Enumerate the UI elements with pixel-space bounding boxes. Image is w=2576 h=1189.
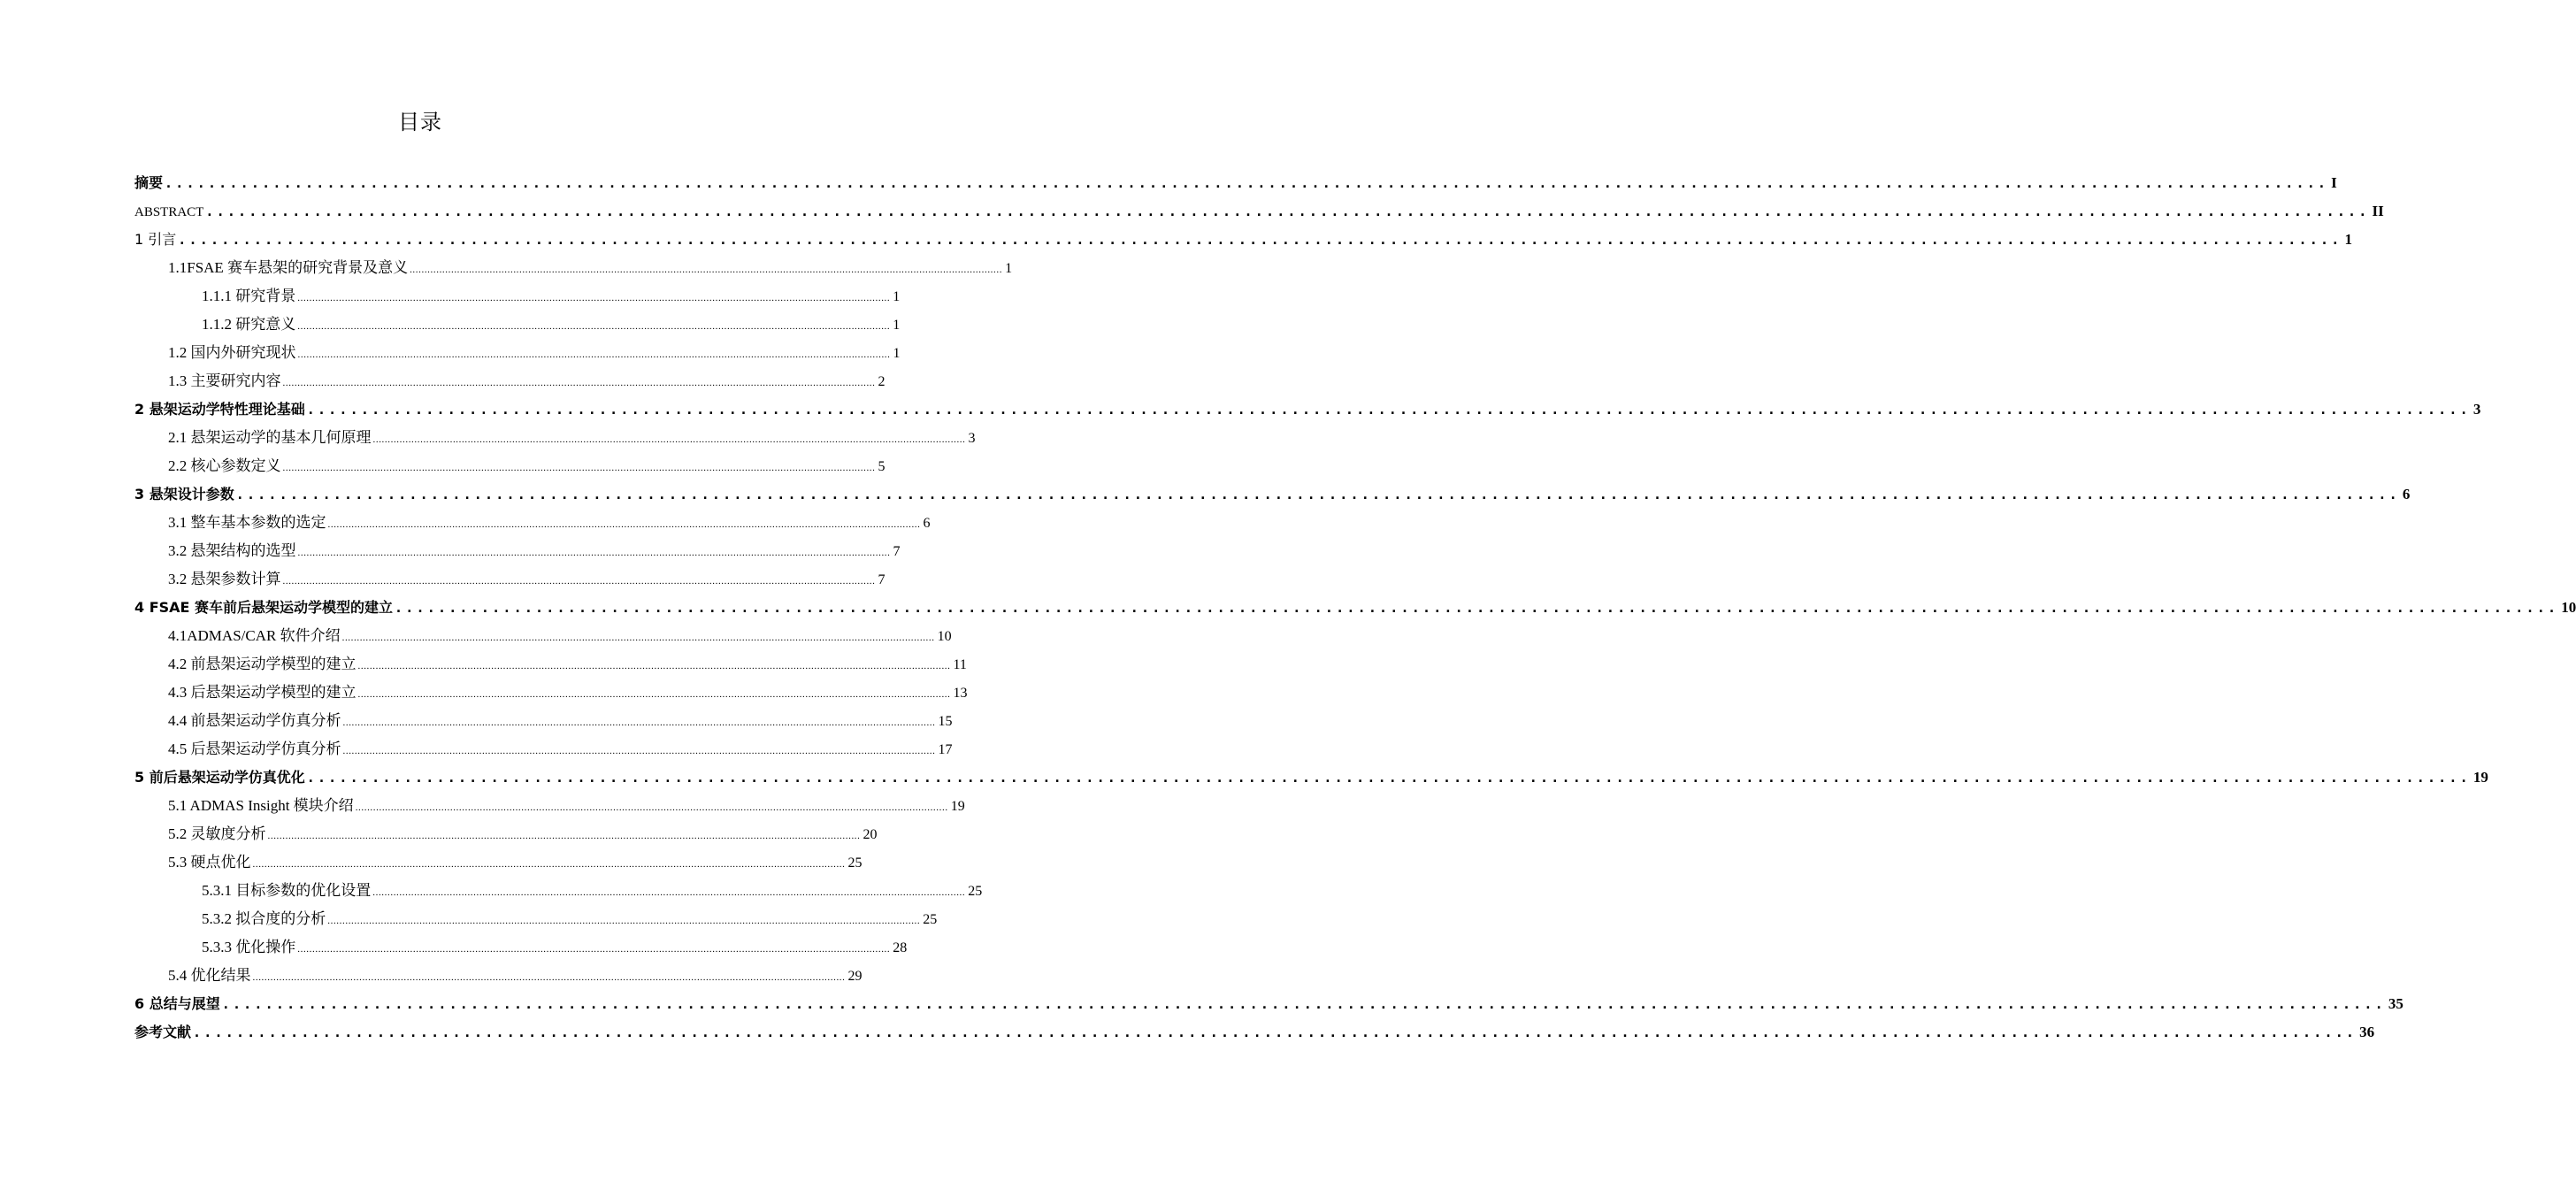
toc-entry[interactable] xyxy=(134,395,2481,424)
toc-entry-page: 25 xyxy=(847,855,862,871)
toc-entry-label: 5.3 硬点优化 xyxy=(168,854,251,871)
toc-entry[interactable] xyxy=(168,848,862,877)
toc-entry-label: 5.2 灵敏度分析 xyxy=(168,825,266,842)
dot-leader: ........................................................................................................................................................................................................ xyxy=(306,402,2471,418)
dot-leader: ........................................................................................................................................................................................................ xyxy=(355,802,948,813)
toc-entry-page: 7 xyxy=(893,544,901,559)
toc-entry-label: 4.4 前悬架运动学仿真分析 xyxy=(168,712,341,729)
toc-entry[interactable] xyxy=(134,226,2352,254)
dot-leader: ........................................................................................................................................................................................................ xyxy=(341,633,935,643)
toc-entry-label: 4.1ADMAS/CAR 软件介绍 xyxy=(168,627,341,644)
toc-entry-page: I xyxy=(2331,174,2337,191)
dot-leader: ........................................................................................................................................................................................................ xyxy=(297,321,891,332)
dot-leader: ........................................................................................................................................................................................................ xyxy=(342,746,936,756)
dot-leader: ........................................................................................................................................................................................................ xyxy=(357,661,951,671)
toc-entry-page: 19 xyxy=(950,799,965,814)
toc-entry[interactable] xyxy=(168,650,967,679)
toc-entry-label: 3.1 整车基本参数的选定 xyxy=(168,514,326,531)
toc-entry-label: 5.3.2 拟合度的分析 xyxy=(202,910,326,927)
toc-entry[interactable] xyxy=(134,990,2404,1018)
toc-entry-label: 5.3.1 目标参数的优化设置 xyxy=(202,882,372,899)
toc-entry[interactable] xyxy=(202,877,983,905)
toc-entry[interactable] xyxy=(134,594,2576,622)
toc-entry[interactable] xyxy=(168,565,886,594)
toc-entry-page: 17 xyxy=(938,742,953,757)
toc-entry-label: 参考文献 xyxy=(134,1024,192,1040)
toc-entry-label: 摘要 xyxy=(134,174,164,191)
toc-entry-label: ABSTRACT xyxy=(134,205,204,219)
dot-leader: ........................................................................................................................................................................................................ xyxy=(395,600,2559,616)
toc-entry[interactable] xyxy=(168,339,901,367)
toc-entry[interactable] xyxy=(202,311,901,339)
toc-entry-page: 13 xyxy=(953,686,968,701)
toc-entry[interactable] xyxy=(202,933,908,962)
dot-leader: ........................................................................................................................................................................................................ xyxy=(252,859,846,870)
toc-entry[interactable] xyxy=(202,282,901,311)
toc-entry-label: 2.1 悬架运动学的基本几何原理 xyxy=(168,429,372,446)
dot-leader: ........................................................................................................................................................................................................ xyxy=(252,972,846,983)
toc-entry-page: 10 xyxy=(937,629,952,644)
dot-leader: ........................................................................................................................................................................................................ xyxy=(267,831,861,841)
dot-leader: ........................................................................................................................................................................................................ xyxy=(205,203,2370,219)
toc-entry[interactable] xyxy=(168,254,1013,282)
dot-leader: ........................................................................................................................................................................................................ xyxy=(221,996,2386,1012)
toc-entry[interactable] xyxy=(168,537,901,565)
dot-leader: ........................................................................................................................................................................................................ xyxy=(297,293,891,303)
dot-leader: ........................................................................................................................................................................................................ xyxy=(297,349,891,360)
toc-entry-page: 1 xyxy=(893,346,901,361)
toc-entry[interactable] xyxy=(168,367,886,395)
dot-leader: ........................................................................................................................................................................................................ xyxy=(193,1024,2358,1040)
toc-entry-page: 28 xyxy=(893,940,908,955)
toc-entry-label: 1.2 国内外研究现状 xyxy=(168,344,296,361)
toc-entry-page: 1 xyxy=(893,289,901,304)
dot-leader: ........................................................................................................................................................................................................ xyxy=(178,232,2342,248)
page-title: 目录 xyxy=(398,110,442,134)
toc-entry-label: 6 总结与展望 xyxy=(134,995,220,1012)
toc-entry[interactable] xyxy=(134,1018,2375,1047)
dot-leader: ........................................................................................................................................................................................................ xyxy=(357,689,951,700)
toc-entry-label: 5 前后悬架运动学仿真优化 xyxy=(134,769,305,786)
toc-entry-page: 1 xyxy=(893,318,901,333)
toc-entry-page: 29 xyxy=(847,969,862,984)
toc-entry[interactable] xyxy=(168,424,976,452)
toc-entry-label: 1 引言 xyxy=(134,231,177,248)
dot-leader: ........................................................................................................................................................................................................ xyxy=(282,378,876,388)
toc-entry-label: 3 悬架设计参数 xyxy=(134,486,234,502)
toc-entry-label: 2 悬架运动学特性理论基础 xyxy=(134,401,305,418)
dot-leader: ........................................................................................................................................................................................................ xyxy=(165,175,2329,191)
toc-entry-label: 4.2 前悬架运动学模型的建立 xyxy=(168,656,356,672)
toc-entry-page: 6 xyxy=(923,516,931,531)
toc-entry-page: II xyxy=(2372,203,2384,219)
dot-leader: ........................................................................................................................................................................................................ xyxy=(342,717,936,728)
dot-leader: ........................................................................................................................................................................................................ xyxy=(297,548,891,558)
toc-entry-label: 4 FSAE 赛车前后悬架运动学模型的建立 xyxy=(134,599,394,616)
toc-entry-label: 1.1.2 研究意义 xyxy=(202,316,296,333)
dot-leader: ........................................................................................................................................................................................................ xyxy=(410,265,1003,275)
toc-entry[interactable] xyxy=(168,820,878,848)
toc-entry[interactable] xyxy=(168,792,965,820)
toc-entry-page: 11 xyxy=(953,657,967,672)
toc-entry[interactable] xyxy=(168,509,931,537)
toc-entry-label: 1.3 主要研究内容 xyxy=(168,372,281,389)
dot-leader: ........................................................................................................................................................................................................ xyxy=(372,434,966,445)
toc-entry-page: 10 xyxy=(2561,599,2576,616)
toc-entry-label: 5.1 ADMAS Insight 模块介绍 xyxy=(168,797,354,814)
toc-entry-page: 5 xyxy=(878,459,886,474)
toc-entry[interactable] xyxy=(168,452,886,480)
toc-entry[interactable] xyxy=(168,962,862,990)
toc-entry-label: 1.1FSAE 赛车悬架的研究背景及意义 xyxy=(168,259,409,276)
dot-leader: ........................................................................................................................................................................................................ xyxy=(327,916,921,926)
toc-entry-page: 6 xyxy=(2402,486,2411,502)
toc-entry-page: 3 xyxy=(968,431,976,446)
toc-entry[interactable] xyxy=(168,679,968,707)
toc-entry-label: 3.2 悬架参数计算 xyxy=(168,571,281,587)
toc-entry-page: 7 xyxy=(878,572,886,587)
toc-entry[interactable] xyxy=(168,622,952,650)
toc-entry-page: 1 xyxy=(2344,231,2352,248)
toc-entry-page: 19 xyxy=(2472,769,2488,786)
toc-entry[interactable] xyxy=(134,197,2384,226)
toc-entry-page: 2 xyxy=(878,374,886,389)
toc-entry-page: 1 xyxy=(1005,261,1013,276)
toc-entry-page: 3 xyxy=(2472,401,2481,418)
dot-leader: ........................................................................................................................................................................................................ xyxy=(372,887,966,898)
toc-entry-label: 5.4 优化结果 xyxy=(168,967,251,984)
toc-entry-page: 35 xyxy=(2388,995,2404,1012)
toc-entry[interactable] xyxy=(134,480,2411,509)
dot-leader: ........................................................................................................................................................................................................ xyxy=(235,487,2400,502)
dot-leader: ........................................................................................................................................................................................................ xyxy=(306,770,2471,786)
dot-leader: ........................................................................................................................................................................................................ xyxy=(282,576,876,587)
toc-entry-label: 2.2 核心参数定义 xyxy=(168,457,281,474)
toc-entry-page: 20 xyxy=(862,827,878,842)
toc-entry-page: 36 xyxy=(2359,1024,2375,1040)
dot-leader: ........................................................................................................................................................................................................ xyxy=(297,944,891,955)
toc-entry-page: 25 xyxy=(968,884,983,899)
toc-entry-label: 4.5 后悬架运动学仿真分析 xyxy=(168,740,341,757)
toc-entry-label: 5.3.3 优化操作 xyxy=(202,939,296,955)
dot-leader: ........................................................................................................................................................................................................ xyxy=(282,463,876,473)
toc-entry-label: 1.1.1 研究背景 xyxy=(202,288,296,304)
toc-entry-page: 15 xyxy=(938,714,953,729)
toc-entry[interactable] xyxy=(202,905,938,933)
dot-leader: ........................................................................................................................................................................................................ xyxy=(327,519,921,530)
toc-entry[interactable] xyxy=(134,763,2488,792)
toc-entry[interactable] xyxy=(168,735,953,763)
toc-entry-page: 25 xyxy=(923,912,938,927)
toc-entry[interactable] xyxy=(134,169,2337,197)
toc-entry-label: 4.3 后悬架运动学模型的建立 xyxy=(168,684,356,701)
toc-entry-label: 3.2 悬架结构的选型 xyxy=(168,542,296,559)
toc-entry[interactable] xyxy=(168,707,953,735)
